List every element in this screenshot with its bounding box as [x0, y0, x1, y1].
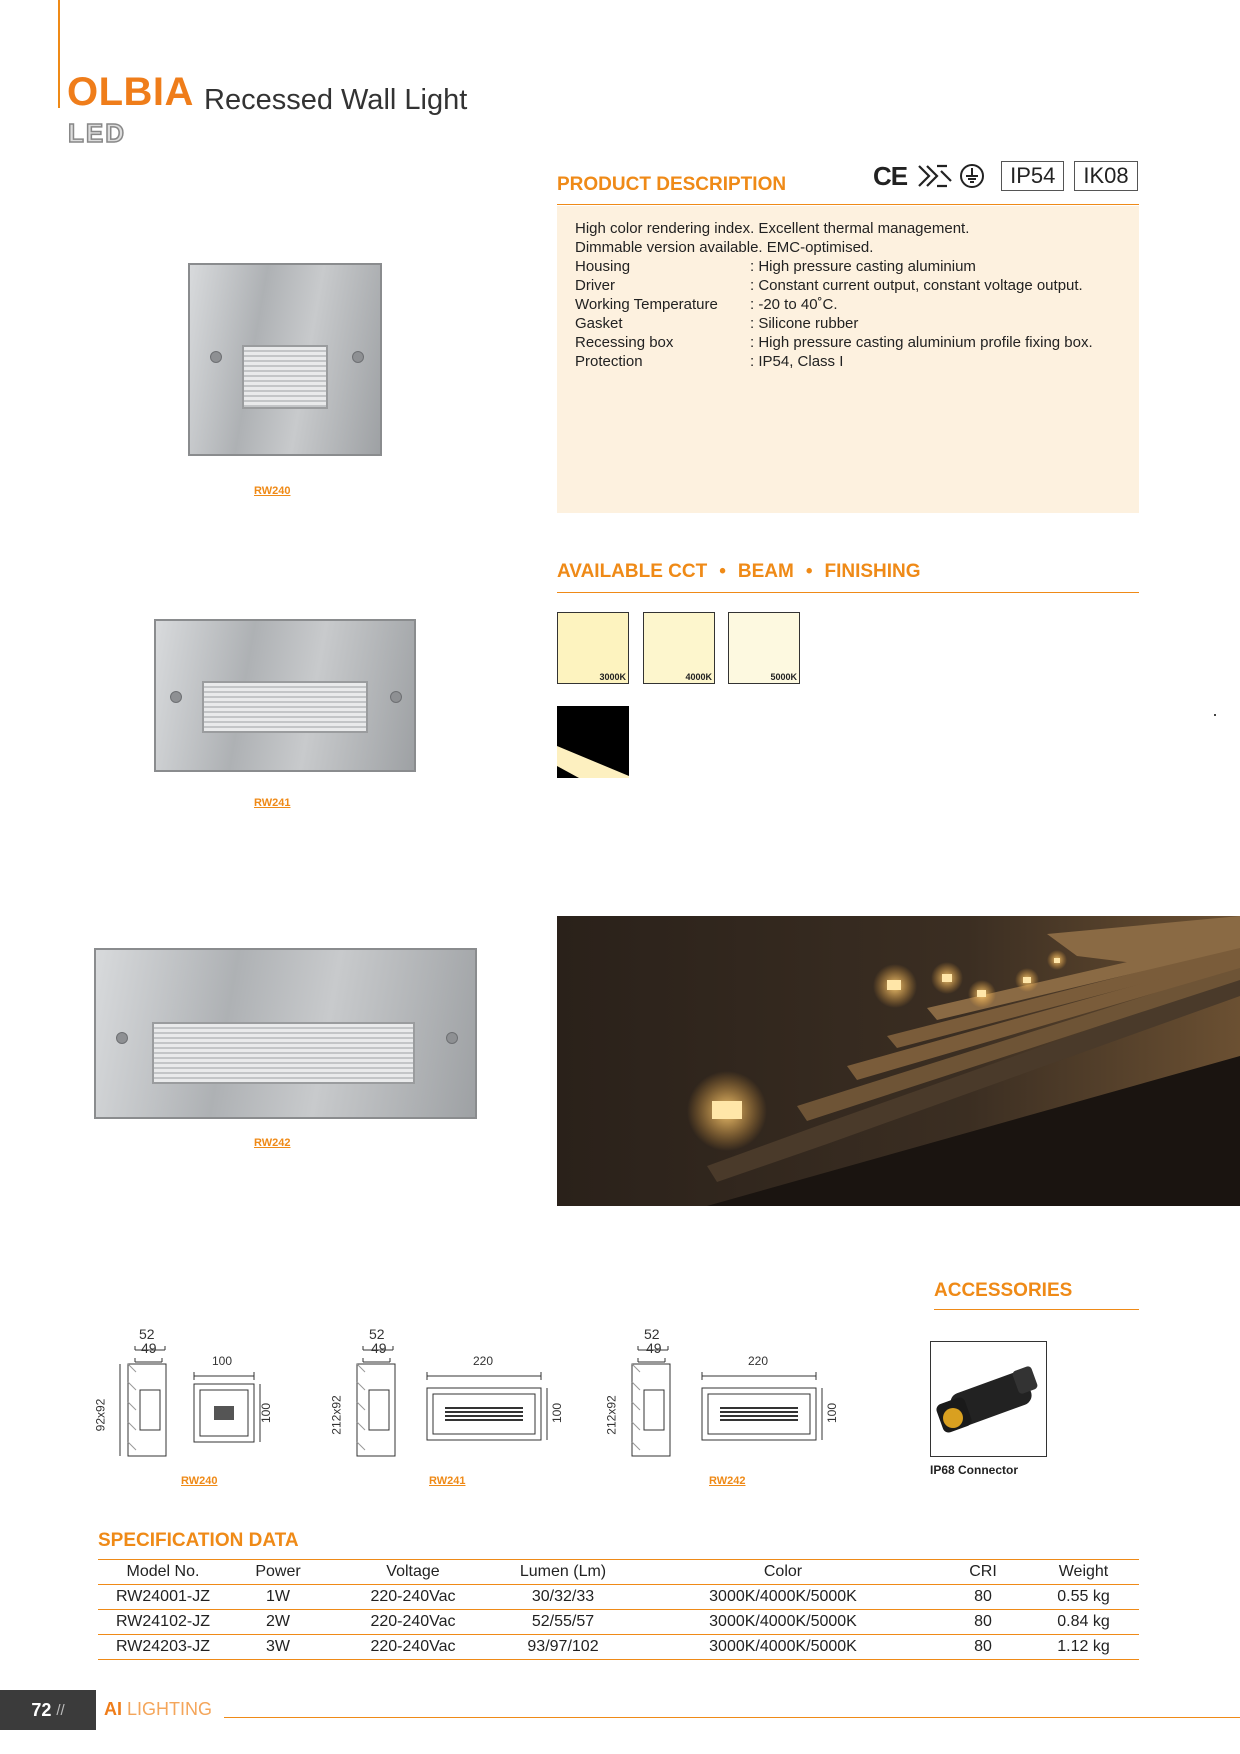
header-accent-line	[58, 0, 60, 108]
bullet-icon: •	[805, 561, 813, 582]
rw241-product-image	[154, 619, 416, 772]
rw241-depth-inner: 49	[371, 1340, 387, 1356]
rw241-side-dim: 212x92	[329, 1395, 344, 1435]
page-number-block	[0, 1690, 96, 1730]
cell-color: 3000K/4000K/5000K	[709, 1588, 857, 1605]
cct-swatch-label: 4000K	[685, 672, 712, 682]
stair-scene-image	[557, 916, 1240, 1206]
spec-label-housing: Housing	[575, 258, 631, 275]
beam-angle-icon	[557, 706, 629, 778]
cell-weight: 0.84 kg	[1057, 1613, 1110, 1630]
rw240-width-dim: 100	[212, 1354, 233, 1368]
rw242-drawing-caption: RW242	[709, 1475, 746, 1487]
rw240-product-image	[188, 263, 382, 456]
cct-swatch-label: 5000K	[770, 672, 797, 682]
product-brand-title: OLBIA	[67, 70, 194, 114]
rw240-drawing-caption: RW240	[181, 1475, 218, 1487]
spec-label-gasket: Gasket	[575, 315, 623, 332]
spec-data-heading: SPECIFICATION DATA	[98, 1530, 299, 1551]
rw240-caption: RW240	[254, 485, 291, 497]
spec-value-recessing-box: : High pressure casting aluminium profile fixing box.	[750, 334, 1093, 351]
rw241-height-dim: 100	[550, 1402, 565, 1424]
table-row	[98, 1585, 1139, 1610]
rw242-product-image	[94, 948, 477, 1119]
rw240-drawing-svg	[90, 1322, 290, 1472]
cell-voltage: 220-240Vac	[370, 1588, 456, 1605]
led-badge: LED	[68, 118, 126, 148]
rw240-depth-inner: 49	[141, 1340, 157, 1356]
earth-symbol-icon	[959, 163, 985, 189]
cell-weight: 0.55 kg	[1057, 1588, 1110, 1605]
ik08-badge: IK08	[1074, 161, 1137, 191]
connector-icon	[931, 1342, 1046, 1456]
col-header-power: Power	[255, 1563, 301, 1580]
cct-heading-finishing: FINISHING	[824, 561, 921, 582]
rw240-grille	[242, 345, 328, 409]
col-header-model: Model No.	[126, 1563, 200, 1580]
footer-rule	[224, 1717, 1240, 1718]
ce-mark-icon: CE	[873, 160, 908, 191]
screw-icon	[446, 1032, 458, 1044]
cell-lumen: 52/55/57	[531, 1613, 595, 1630]
spec-label-protection: Protection	[575, 353, 643, 370]
cell-power: 3W	[266, 1638, 290, 1655]
rw240-depth-outer: 52	[139, 1326, 155, 1342]
spec-label-recessing-box: Recessing box	[575, 334, 674, 351]
rw241-caption: RW241	[254, 797, 291, 809]
rw241-depth-outer: 52	[369, 1326, 385, 1342]
product-description-heading: PRODUCT DESCRIPTION	[557, 174, 787, 195]
rw240-height-dim: 100	[259, 1402, 274, 1424]
cell-model: RW24102-JZ	[116, 1613, 210, 1630]
rw242-caption: RW242	[254, 1137, 291, 1149]
cct-swatch-label: 3000K	[599, 672, 626, 682]
cct-swatch-3000k	[557, 612, 629, 684]
page-separator: //	[56, 1701, 65, 1719]
cell-power: 1W	[266, 1588, 290, 1605]
rw240-dimension-drawing	[90, 1322, 290, 1472]
product-subtitle: Recessed Wall Light	[204, 84, 468, 116]
spec-table	[98, 1560, 1139, 1660]
rw242-grille	[152, 1022, 415, 1084]
rw242-drawing-svg	[608, 1322, 848, 1472]
rw242-height-dim: 100	[825, 1402, 840, 1424]
screw-icon	[210, 351, 222, 363]
rw241-grille	[202, 681, 368, 733]
cell-lumen: 30/32/33	[531, 1588, 595, 1605]
cell-cri: 80	[974, 1588, 992, 1605]
rw241-dimension-drawing	[329, 1322, 573, 1472]
accessories-heading: ACCESSORIES	[934, 1280, 1073, 1301]
rw242-side-dim: 212x92	[604, 1395, 619, 1435]
spec-labels	[575, 257, 718, 371]
rw242-width-dim: 220	[748, 1354, 769, 1368]
spec-label-working-temperature: Working Temperature	[575, 296, 718, 313]
rw240-side-dim: 92x92	[93, 1398, 108, 1432]
rw241-drawing-svg	[333, 1322, 573, 1472]
footer-brand	[104, 1699, 212, 1720]
cell-color: 3000K/4000K/5000K	[709, 1613, 857, 1630]
footer-brand-rest: LIGHTING	[127, 1699, 213, 1719]
ip68-connector-image	[930, 1341, 1047, 1457]
table-row	[98, 1610, 1139, 1635]
bullet-icon: •	[719, 561, 726, 582]
cell-lumen: 93/97/102	[527, 1638, 599, 1655]
spec-value-driver: : Constant current output, constant voltage output.	[750, 277, 1083, 294]
description-text	[575, 219, 969, 257]
rw242-depth-inner: 49	[646, 1340, 662, 1356]
stray-dot	[1214, 714, 1216, 716]
screw-icon	[170, 691, 182, 703]
rw242-depth-outer: 52	[644, 1326, 660, 1342]
screw-icon	[390, 691, 402, 703]
cct-rule	[557, 592, 1139, 593]
description-rule	[557, 204, 1139, 205]
cct-heading-cct: AVAILABLE CCT	[557, 561, 708, 582]
cct-heading	[557, 561, 921, 583]
col-header-color: Color	[763, 1563, 803, 1580]
description-intro-2: Dimmable version available. EMC-optimised.	[575, 239, 874, 256]
cell-power: 2W	[266, 1613, 290, 1630]
spec-value-protection: : IP54, Class I	[750, 353, 844, 370]
rw242-dimension-drawing	[604, 1322, 848, 1472]
col-header-voltage: Voltage	[386, 1563, 440, 1580]
accessories-rule	[934, 1309, 1139, 1310]
description-intro-1: High color rendering index. Excellent thermal management.	[575, 220, 970, 237]
certification-marks	[873, 161, 1138, 191]
spec-value-working-temperature: : -20 to 40˚C.	[750, 296, 838, 313]
cell-color: 3000K/4000K/5000K	[709, 1638, 857, 1655]
spec-label-driver: Driver	[575, 277, 615, 294]
col-header-weight: Weight	[1058, 1563, 1109, 1580]
cell-weight: 1.12 kg	[1057, 1638, 1110, 1655]
cell-cri: 80	[974, 1638, 992, 1655]
cell-cri: 80	[974, 1613, 992, 1630]
col-header-cri: CRI	[969, 1563, 997, 1580]
table-row	[98, 1635, 1139, 1660]
cell-model: RW24203-JZ	[116, 1638, 210, 1655]
cct-heading-beam: BEAM	[737, 561, 794, 582]
ip54-badge: IP54	[1001, 161, 1064, 191]
page-number: 72	[31, 1699, 52, 1720]
ip68-connector-label: IP68 Connector	[930, 1463, 1019, 1477]
spec-value-gasket: : Silicone rubber	[750, 315, 859, 332]
cell-voltage: 220-240Vac	[370, 1638, 456, 1655]
footer-brand-bold: AI	[104, 1699, 122, 1719]
spec-table-header-row	[98, 1560, 1139, 1585]
cct-swatch-5000k	[728, 612, 800, 684]
screw-icon	[352, 351, 364, 363]
cct-swatch-4000k	[643, 612, 715, 684]
rw241-width-dim: 220	[473, 1354, 494, 1368]
rw241-drawing-caption: RW241	[429, 1475, 466, 1487]
screw-icon	[116, 1032, 128, 1044]
ukca-mark-icon	[913, 162, 953, 190]
cell-voltage: 220-240Vac	[370, 1613, 456, 1630]
cell-model: RW24001-JZ	[116, 1588, 210, 1605]
col-header-lumen: Lumen (Lm)	[519, 1563, 607, 1580]
spec-values	[750, 257, 1093, 371]
spec-value-housing: : High pressure casting aluminium	[750, 258, 976, 275]
